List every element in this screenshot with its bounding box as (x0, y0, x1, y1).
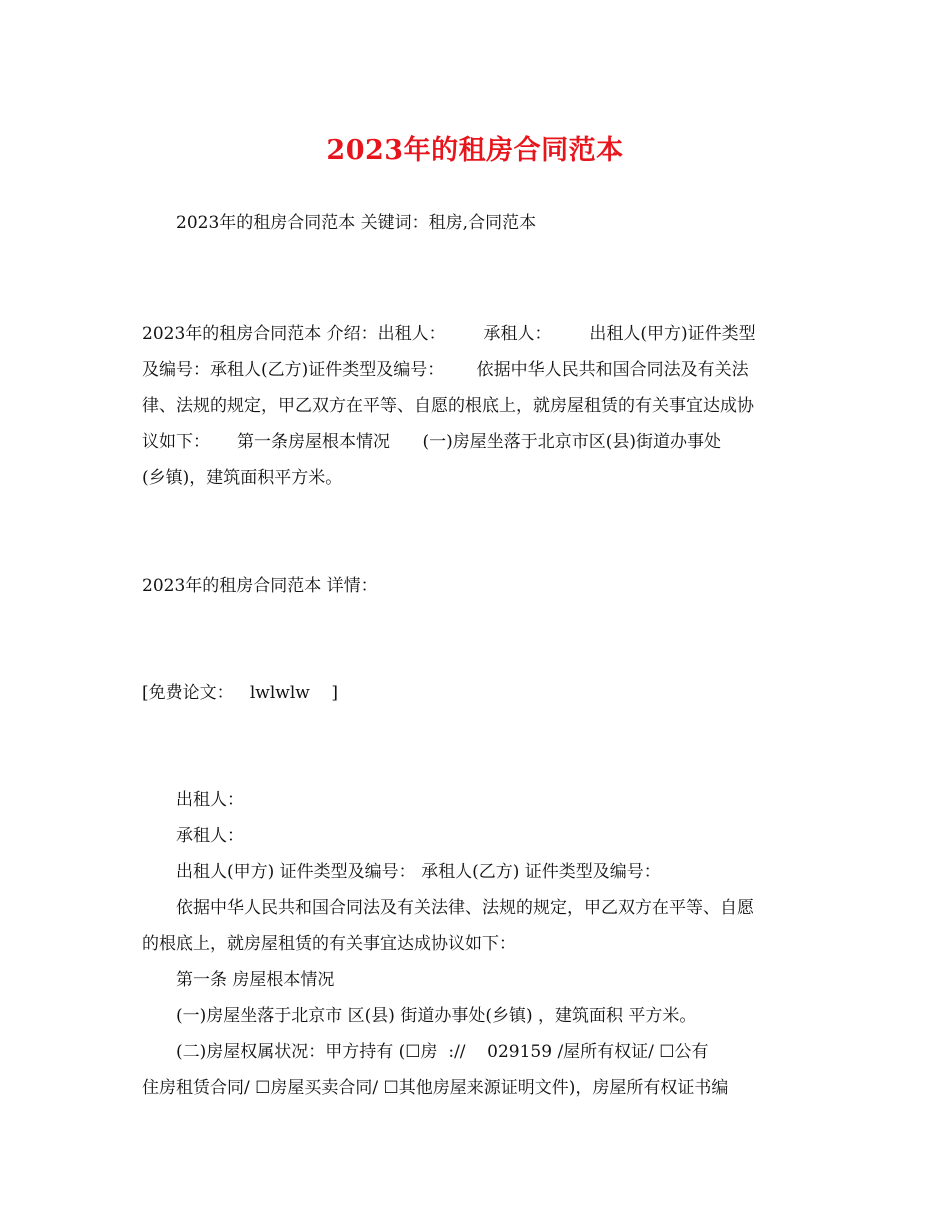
document-title: 2023年的租房合同范本 (326, 135, 624, 166)
basis-line: 依据中华人民共和国合同法及有关法律、法规的规定，甲乙双方在平等、自愿 (176, 898, 754, 918)
intro-line: (乡镇)，建筑面积平方米。 (142, 468, 343, 488)
details-line: 2023年的租房合同范本 详情： (142, 576, 378, 596)
lessee-line: 承租人： (176, 826, 244, 846)
intro-paragraph (142, 316, 822, 496)
basis-line: 的根底上，就房屋租赁的有关事宜达成协议如下： (142, 934, 516, 954)
lessor-line: 出租人： (176, 790, 244, 810)
article-item: (二)房屋权属状况：甲方持有 (☐房 :// 029159 /屋所有权证/ ☐公有 (176, 1042, 709, 1062)
intro-line: 及编号：承租人(乙方)证件类型及编号： 依据中华人民共和国合同法及有关法 (142, 360, 749, 380)
intro-line: 议如下： 第一条房屋根本情况 (一)房屋坐落于北京市区(县)街道办事处 (142, 432, 721, 452)
intro-line: 2023年的租房合同范本 介绍：出租人： 承租人： 出租人(甲方)证件类型 (142, 324, 756, 344)
article-item-continued: 住房租赁合同/ ☐房屋买卖合同/ ☐其他房屋来源证明文件)，房屋所有权证书编 (142, 1078, 729, 1098)
free-paper-line: [免费论文： lwlwlw ] (142, 683, 339, 703)
keywords-line: 2023年的租房合同范本 关键词：租房,合同范本 (176, 213, 537, 233)
id-types-line: 出租人(甲方) 证件类型及编号： 承租人(乙方) 证件类型及编号： (176, 862, 661, 882)
intro-line: 律、法规的规定，甲乙双方在平等、自愿的根底上，就房屋租赁的有关事宜达成协 (142, 396, 754, 416)
article-item: (一)房屋坐落于北京市 区(县) 街道办事处(乡镇) ，建筑面积 平方米。 (176, 1006, 697, 1026)
article-heading: 第一条 房屋根本情况 (176, 970, 335, 990)
